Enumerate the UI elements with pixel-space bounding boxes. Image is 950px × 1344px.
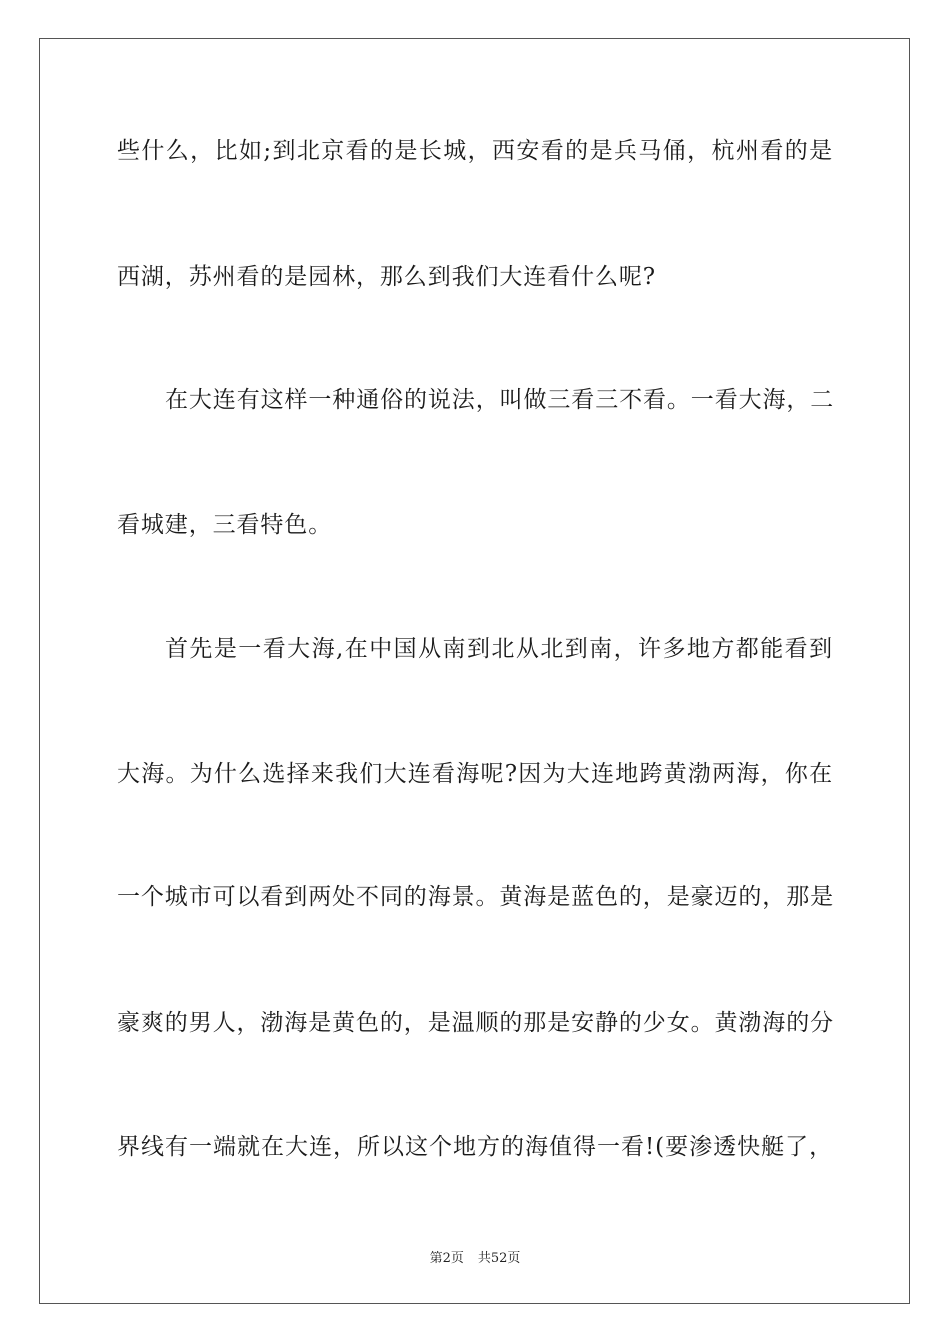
- text-line: 西湖，苏州看的是园林，那么到我们大连看什么呢?: [117, 264, 657, 290]
- page-footer: [0, 1247, 950, 1266]
- text-line: 大海。为什么选择来我们大连看海呢?因为大连地跨黄渤两海，你在: [117, 761, 833, 787]
- text-line: 一个城市可以看到两处不同的海景。黄海是蓝色的，是豪迈的，那是: [117, 884, 834, 910]
- page-number: 第2页: [429, 1251, 464, 1266]
- text-line: 看城建，三看特色。: [117, 512, 333, 538]
- text-line: 豪爽的男人，渤海是黄色的，是温顺的那是安静的少女。黄渤海的分: [117, 1010, 834, 1036]
- text-line: 些什么，比如;到北京看的是长城，西安看的是兵马俑，杭州看的是: [117, 138, 833, 164]
- text-line: 在大连有这样一种通俗的说法，叫做三看三不看。一看大海，二: [165, 387, 835, 413]
- text-line: 界线有一端就在大连，所以这个地方的海值得一看!(要渗透快艇了，: [117, 1134, 833, 1160]
- text-line: 首先是一看大海,在中国从南到北从北到南，许多地方都能看到: [165, 636, 833, 662]
- page-border: [39, 38, 910, 1304]
- page-total: 共52页: [477, 1251, 521, 1266]
